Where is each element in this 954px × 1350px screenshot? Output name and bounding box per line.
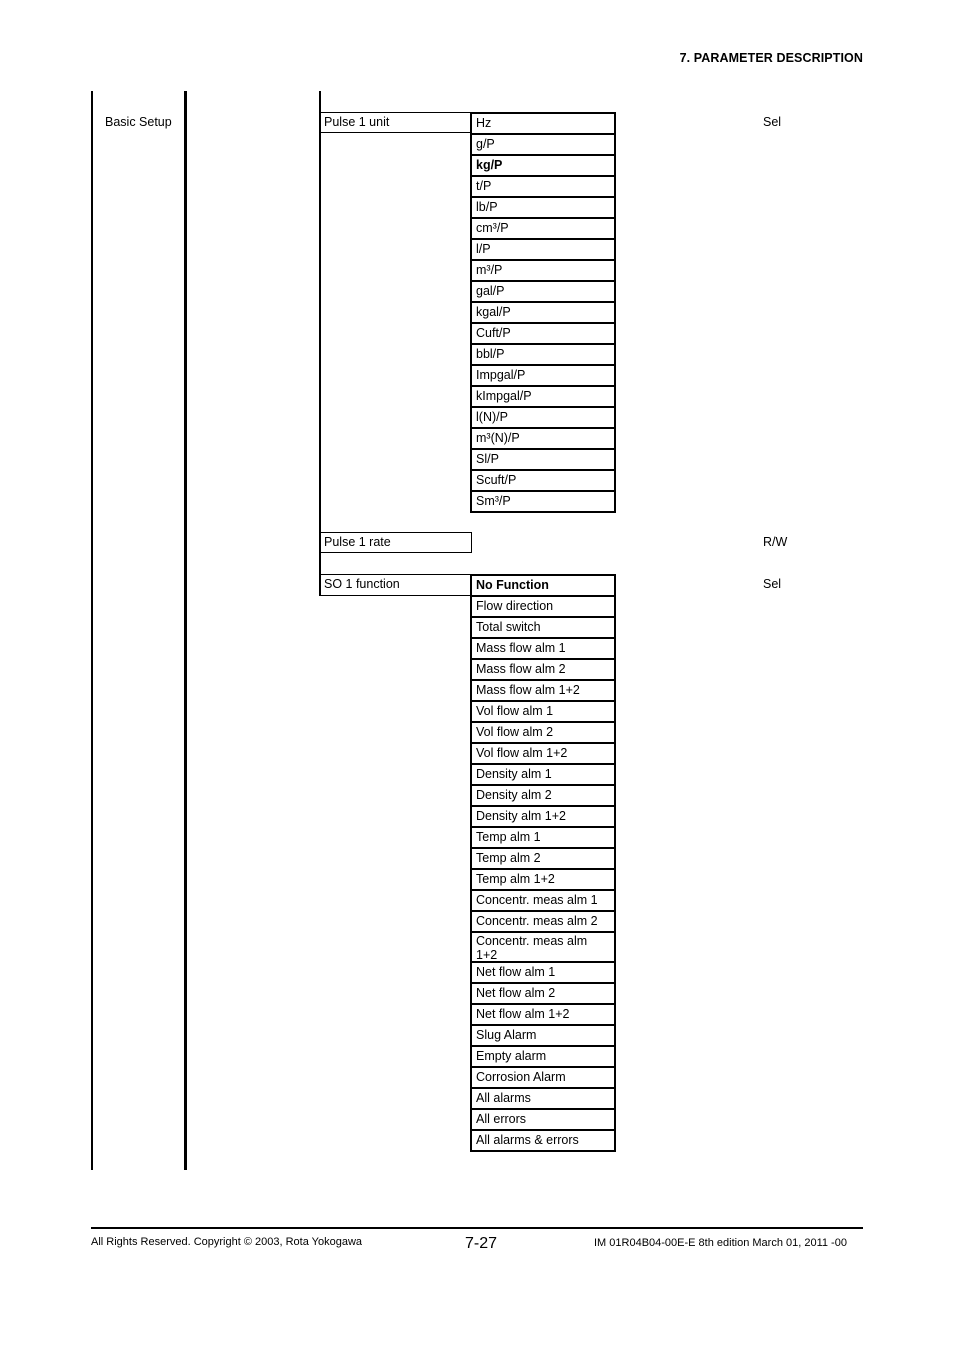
so-function-option[interactable]: Temp alm 1 xyxy=(470,828,616,849)
so-function-option[interactable]: Mass flow alm 2 xyxy=(470,660,616,681)
so-function-option[interactable]: Density alm 1+2 xyxy=(470,807,616,828)
so-function-option[interactable]: Density alm 2 xyxy=(470,786,616,807)
pulse-unit-option[interactable]: t/P xyxy=(470,177,616,198)
so-function-option[interactable]: Corrosion Alarm xyxy=(470,1068,616,1089)
so-function-option[interactable]: Mass flow alm 1 xyxy=(470,639,616,660)
so-function-option[interactable]: Flow direction xyxy=(470,597,616,618)
pulse-unit-option[interactable]: kg/P xyxy=(470,156,616,177)
access-so-1-function: Sel xyxy=(763,577,782,591)
tree-line-level3 xyxy=(319,91,321,596)
pulse-unit-option[interactable]: lb/P xyxy=(470,198,616,219)
tree-line-level2 xyxy=(184,91,187,1170)
so-function-option[interactable]: No Function xyxy=(470,574,616,597)
pulse-unit-option[interactable]: kgal/P xyxy=(470,303,616,324)
so-function-option[interactable]: Mass flow alm 1+2 xyxy=(470,681,616,702)
footer-rule xyxy=(91,1227,863,1229)
so-function-option[interactable]: Vol flow alm 2 xyxy=(470,723,616,744)
so-function-option[interactable]: Empty alarm xyxy=(470,1047,616,1068)
param-pulse-1-rate[interactable]: Pulse 1 rate xyxy=(319,532,472,553)
pulse-unit-option[interactable]: Scuft/P xyxy=(470,471,616,492)
so-function-option[interactable]: Temp alm 1+2 xyxy=(470,870,616,891)
footer-copyright: All Rights Reserved. Copyright © 2003, Rota Yokogawa xyxy=(91,1236,363,1248)
so-function-option[interactable]: Slug Alarm xyxy=(470,1026,616,1047)
pulse-unit-option[interactable]: m³(N)/P xyxy=(470,429,616,450)
pulse-unit-option[interactable]: Cuft/P xyxy=(470,324,616,345)
so-function-option[interactable]: All alarms & errors xyxy=(470,1131,616,1152)
access-pulse-1-rate: R/W xyxy=(763,535,788,549)
pulse-unit-option[interactable]: cm³/P xyxy=(470,219,616,240)
footer-page-number: 7-27 xyxy=(465,1235,498,1252)
param-so-1-function[interactable]: SO 1 function xyxy=(319,574,472,596)
pulse-unit-option[interactable]: Sl/P xyxy=(470,450,616,471)
pulse-unit-option[interactable]: gal/P xyxy=(470,282,616,303)
pulse-unit-option[interactable]: bbl/P xyxy=(470,345,616,366)
so-function-option[interactable]: All errors xyxy=(470,1110,616,1131)
so-function-option[interactable]: Net flow alm 1 xyxy=(470,963,616,984)
pulse-unit-option[interactable]: kImpgal/P xyxy=(470,387,616,408)
pulse-unit-option[interactable]: Impgal/P xyxy=(470,366,616,387)
so-function-option[interactable]: Concentr. meas alm 1+2 xyxy=(470,933,616,963)
so-function-option[interactable]: Temp alm 2 xyxy=(470,849,616,870)
pulse-unit-option[interactable]: m³/P xyxy=(470,261,616,282)
pulse-unit-option[interactable]: l(N)/P xyxy=(470,408,616,429)
so-function-option[interactable]: Concentr. meas alm 2 xyxy=(470,912,616,933)
menu-label-basic-setup: Basic Setup xyxy=(105,115,172,129)
so-function-option[interactable]: Vol flow alm 1+2 xyxy=(470,744,616,765)
so-function-option[interactable]: Vol flow alm 1 xyxy=(470,702,616,723)
footer-doc-id: IM 01R04B04-00E-E 8th edition March 01, 2011 -00 xyxy=(594,1237,847,1249)
section-title: 7. PARAMETER DESCRIPTION xyxy=(679,51,863,65)
so-function-option[interactable]: All alarms xyxy=(470,1089,616,1110)
so-function-option[interactable]: Total switch xyxy=(470,618,616,639)
so-function-option[interactable]: Density alm 1 xyxy=(470,765,616,786)
tree-line-level1 xyxy=(91,91,93,1170)
pulse-unit-option[interactable]: Hz xyxy=(470,112,616,135)
so-function-option[interactable]: Net flow alm 2 xyxy=(470,984,616,1005)
access-pulse-1-unit: Sel xyxy=(763,115,782,129)
param-pulse-1-unit[interactable]: Pulse 1 unit xyxy=(319,112,472,133)
pulse-unit-option[interactable]: g/P xyxy=(470,135,616,156)
pulse-unit-option[interactable]: Sm³/P xyxy=(470,492,616,513)
so-function-option[interactable]: Net flow alm 1+2 xyxy=(470,1005,616,1026)
so-function-option[interactable]: Concentr. meas alm 1 xyxy=(470,891,616,912)
pulse-unit-option[interactable]: l/P xyxy=(470,240,616,261)
